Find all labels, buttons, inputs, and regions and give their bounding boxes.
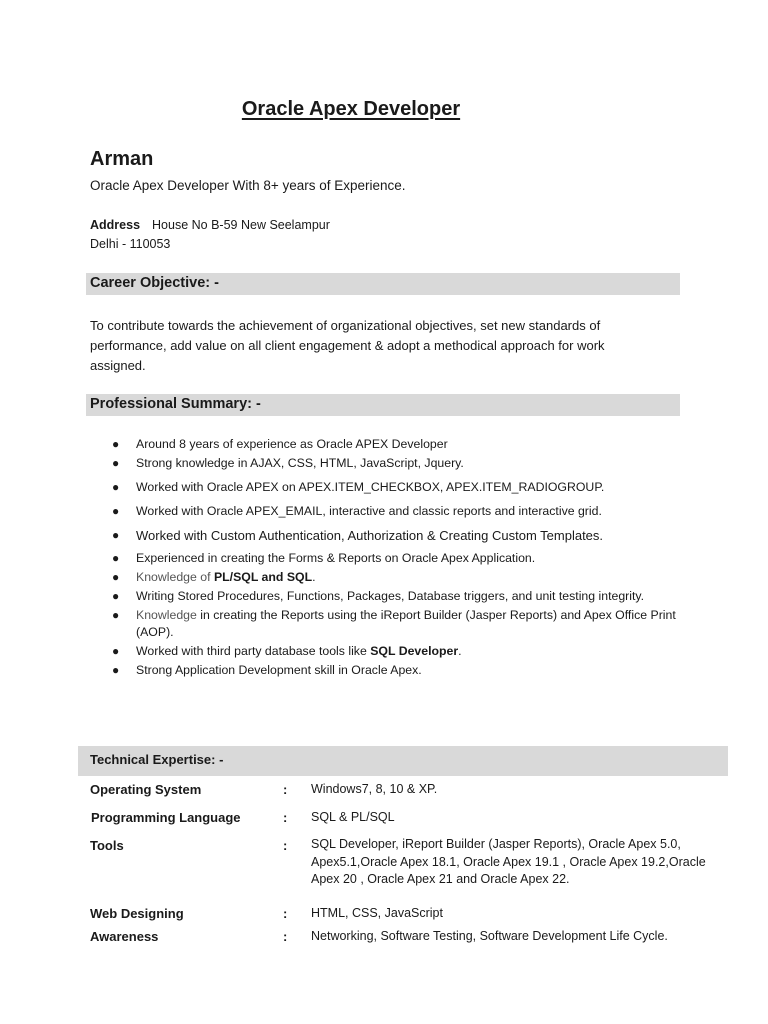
tech-value-awareness: Networking, Software Testing, Software Development Life Cycle.	[311, 929, 668, 943]
tech-label-operating-system: Operating System	[90, 782, 202, 797]
professional-summary-heading: Professional Summary: -	[86, 394, 680, 416]
bullet-icon: ●	[112, 456, 120, 470]
tech-colon: :	[283, 929, 288, 944]
list-item	[112, 455, 702, 472]
list-item	[112, 527, 702, 544]
document-title: Oracle Apex Developer	[241, 98, 461, 120]
bullet-icon: ●	[112, 608, 120, 622]
bullet-icon: ●	[112, 528, 120, 542]
technical-expertise-heading: Technical Expertise: -	[78, 746, 728, 776]
tech-colon: :	[283, 906, 288, 921]
tech-colon: :	[283, 782, 288, 797]
list-item	[112, 607, 702, 641]
bullet-icon: ●	[112, 480, 120, 494]
summary-item-text: Worked with Oracle APEX_EMAIL, interactive and classic reports and interactive grid.	[136, 504, 602, 518]
tech-value-tools: SQL Developer, iReport Builder (Jasper Reports), Oracle Apex 5.0, Apex5.1,Oracle Apex 18.1, Oracle Apex 19.1 , Oracle Apex 19.2,Oracle Apex 20 , Oracle Apex 21 and Oracle Apex 22.	[311, 837, 706, 886]
list-item	[112, 479, 702, 496]
bullet-icon: ●	[112, 589, 120, 603]
list-item	[112, 550, 702, 567]
tech-value-web-designing: HTML, CSS, JavaScript	[311, 906, 443, 920]
summary-item-text: Experienced in creating the Forms & Reports on Oracle Apex Application.	[136, 551, 536, 565]
list-item	[112, 588, 702, 605]
summary-item-text: Worked with Oracle APEX on APEX.ITEM_CHECKBOX, APEX.ITEM_RADIOGROUP.	[136, 480, 605, 494]
summary-item-suffix: .	[458, 644, 462, 658]
summary-item-text: Writing Stored Procedures, Functions, Packages, Database triggers, and unit testing integrity.	[136, 589, 645, 603]
address-block	[90, 218, 330, 232]
list-item	[112, 569, 702, 586]
candidate-name: Arman	[90, 148, 154, 170]
summary-item-bold: SQL Developer	[370, 644, 459, 658]
summary-item-prefix: Knowledge of	[136, 570, 214, 584]
tech-value-programming-language: SQL & PL/SQL	[311, 810, 395, 824]
career-objective-text: To contribute towards the achievement of organizational objectives, set new standards of performance, add value on all client engagement & adopt a methodical approach for work assigned.	[90, 318, 605, 373]
address-line-1: House No B-59 New Seelampur	[152, 218, 330, 232]
list-item	[112, 436, 702, 453]
bullet-icon: ●	[112, 570, 120, 584]
summary-item-text: Strong Application Development skill in Oracle Apex.	[136, 663, 422, 677]
address-label: Address	[90, 218, 141, 232]
summary-item-text: Strong knowledge in AJAX, CSS, HTML, JavaScript, Jquery.	[136, 456, 464, 470]
tech-label-web-designing: Web Designing	[90, 906, 184, 921]
career-objective-heading: Career Objective: -	[86, 273, 680, 295]
summary-item-prefix: Knowledge	[136, 608, 197, 622]
list-item	[112, 643, 702, 660]
bullet-icon: ●	[112, 663, 120, 677]
address-line-2: Delhi - 110053	[90, 237, 171, 251]
list-item	[112, 662, 702, 679]
tech-value-operating-system: Windows7, 8, 10 & XP.	[311, 782, 438, 796]
summary-list	[112, 436, 702, 679]
summary-item-prefix: Worked with third party database tools like	[136, 644, 371, 658]
tech-label-tools: Tools	[90, 838, 124, 853]
bullet-icon: ●	[112, 551, 120, 565]
summary-item-text: Around 8 years of experience as Oracle APEX Developer	[136, 437, 448, 451]
tech-colon: :	[283, 810, 288, 825]
list-item	[112, 503, 702, 520]
bullet-icon: ●	[112, 437, 120, 451]
summary-item-text: in creating the Reports using the iReport Builder (Jasper Reports) and Apex Office Print (AOP).	[136, 608, 676, 639]
summary-item-text: Worked with Custom Authentication, Authorization & Creating Custom Templates.	[136, 528, 604, 543]
tech-label-programming-language: Programming Language	[91, 810, 241, 825]
bullet-icon: ●	[112, 504, 120, 518]
bullet-icon: ●	[112, 644, 120, 658]
summary-item-bold: PL/SQL and SQL	[213, 570, 313, 584]
summary-item-suffix: .	[312, 570, 316, 584]
candidate-tagline: Oracle Apex Developer With 8+ years of Experience.	[90, 178, 406, 193]
tech-label-awareness: Awareness	[90, 929, 159, 944]
tech-colon: :	[283, 838, 288, 853]
